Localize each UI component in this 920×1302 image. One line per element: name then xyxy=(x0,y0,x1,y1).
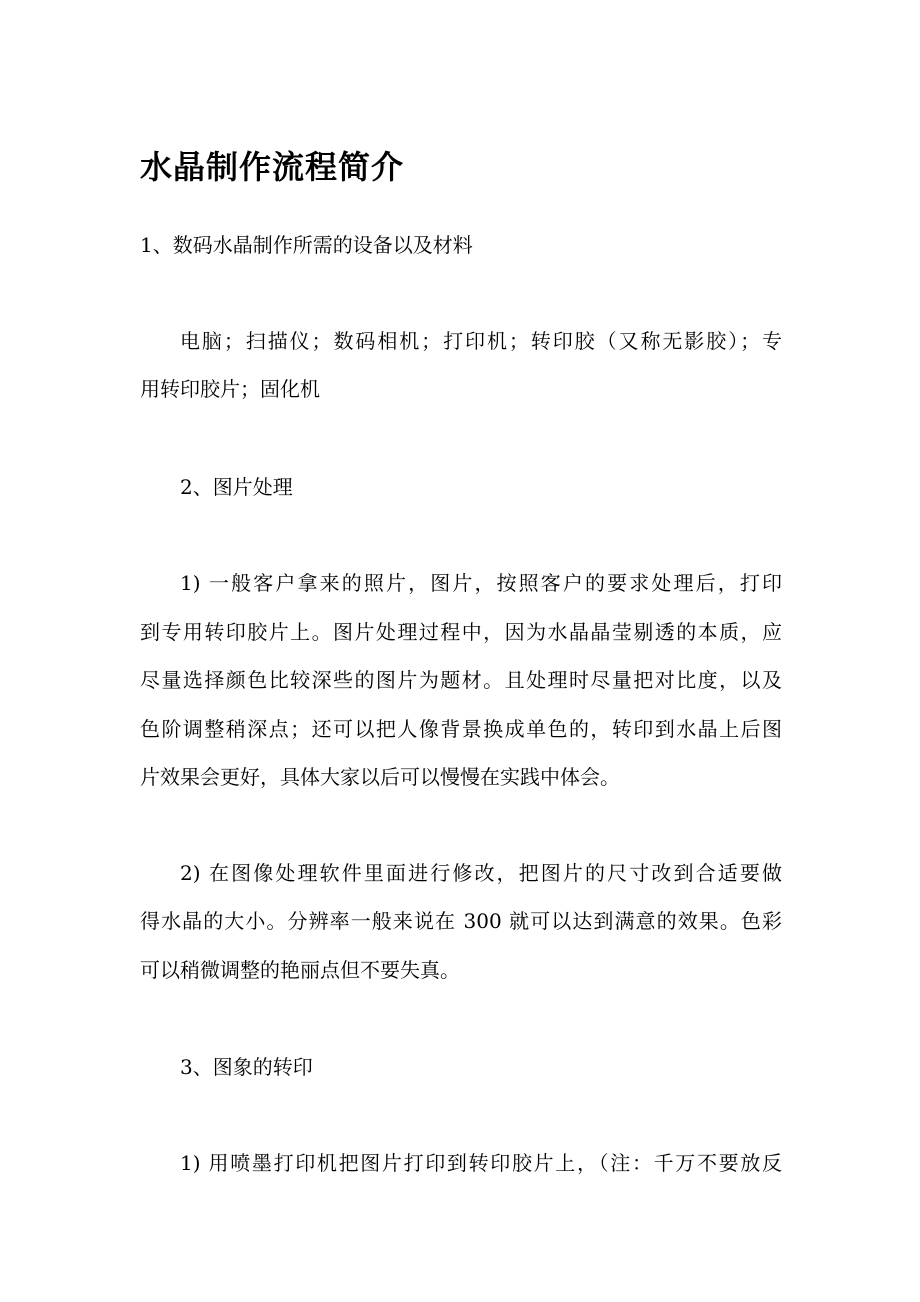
paragraph-line: 1) 用喷墨打印机把图片打印到转印胶片上，（注：千万不要放反 xyxy=(180,1151,782,1175)
section-1-heading: 1、数码水晶制作所需的设备以及材料 xyxy=(140,233,473,257)
section-3-heading: 3、图象的转印 xyxy=(180,1055,313,1079)
document-title: 水晶制作流程简介 xyxy=(140,148,405,186)
paragraph-line: 到专用转印胶片上。图片处理过程中，因为水晶晶莹剔透的本质，应 xyxy=(140,620,782,644)
equipment-line-1: 电脑；扫描仪；数码相机；打印机；转印胶（又称无影胶）；专 xyxy=(180,329,782,353)
paragraph-line: 可以稍微调整的艳丽点但不要失真。 xyxy=(140,958,460,982)
paragraph-line: 1) 一般客户拿来的照片，图片，按照客户的要求处理后，打印 xyxy=(180,571,782,595)
equipment-line-2: 用转印胶片；固化机 xyxy=(140,377,320,401)
paragraph-line: 得水晶的大小。分辨率一般来说在 300 就可以达到满意的效果。色彩 xyxy=(140,909,782,933)
paragraph-line: 色阶调整稍深点；还可以把人像背景换成单色的，转印到水晶上后图 xyxy=(140,717,782,741)
paragraph-line: 片效果会更好，具体大家以后可以慢慢在实践中体会。 xyxy=(140,765,620,789)
paragraph-line: 尽量选择颜色比较深些的图片为题材。且处理时尽量把对比度，以及 xyxy=(140,668,782,692)
section-2-heading: 2、图片处理 xyxy=(180,475,293,499)
paragraph-line: 2) 在图像处理软件里面进行修改，把图片的尺寸改到合适要做 xyxy=(180,861,782,885)
